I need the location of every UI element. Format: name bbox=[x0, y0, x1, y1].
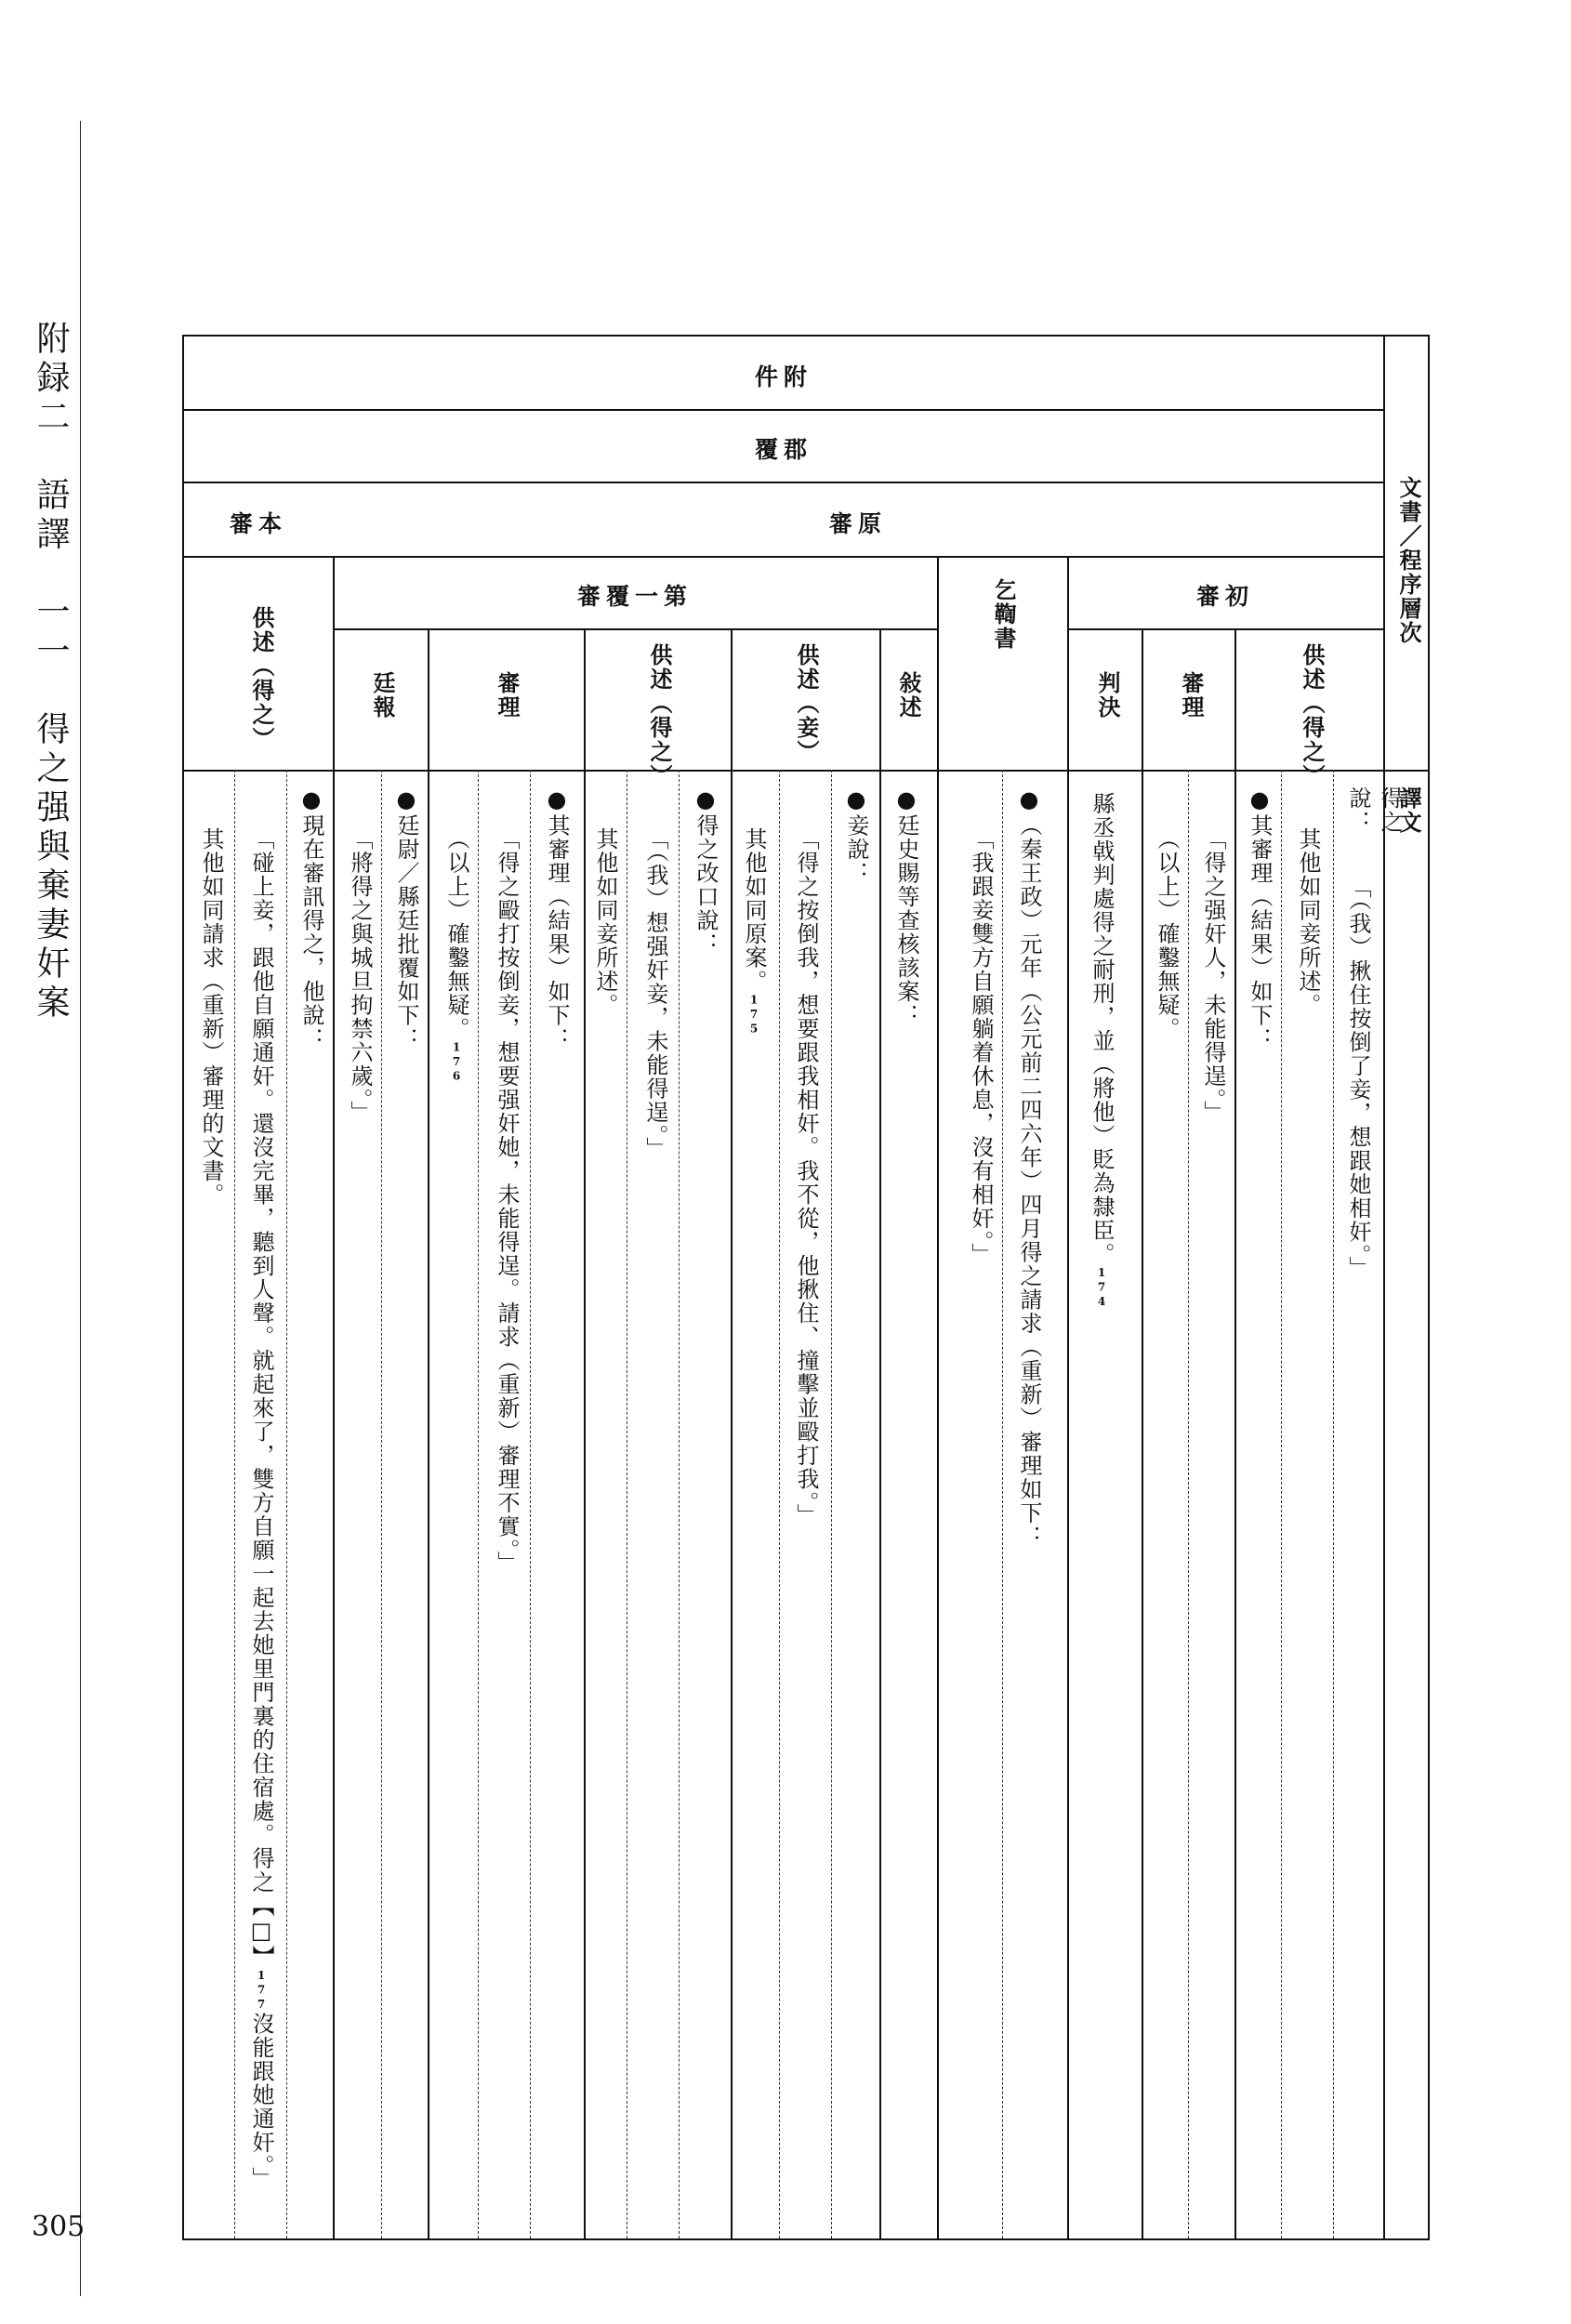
text-col-11: ●得之改口說： bbox=[693, 786, 719, 957]
translation-table bbox=[182, 335, 1430, 2240]
colhdr-shenli-1: 審理 bbox=[494, 671, 520, 720]
header-difu: 審覆一第 bbox=[576, 583, 693, 610]
header-yiwen: 譯文 bbox=[1395, 786, 1421, 835]
header-wenshu: 文書／程序層次 bbox=[1395, 476, 1421, 645]
text-col-5: ●廷尉／縣廷批覆如下： bbox=[393, 786, 419, 1051]
colhdr-panjue: 判決 bbox=[1094, 671, 1120, 720]
header-yuanshen: 審原 bbox=[828, 510, 887, 537]
colhdr-gongshu-qi: 供述（妾） bbox=[793, 643, 819, 764]
text-col-18: 縣丞㦸判處得之耐刑，並（將他）貶為隸臣。174 bbox=[1089, 792, 1115, 1310]
text-col-7: 「得之毆打按倒妾，想要强奸她，未能得逞。請求（重新）審理不實。」 bbox=[494, 827, 520, 1575]
text-col-2: 「碰上妾，跟他自願通奸。還沒完畢，聽到人聲。就起來了，雙方自願一起去她里門裏的住宿處。得之【□】177沒能跟她通奸。」 bbox=[248, 827, 274, 2191]
text-col-9: 其他如同妾所述。 bbox=[592, 827, 618, 1017]
colhdr-xushu: 敍述 bbox=[895, 671, 921, 720]
text-col-12: 其他如同原案。175 bbox=[741, 827, 767, 1037]
text-col-4: 「將得之與城旦拘禁六歲。」 bbox=[347, 827, 373, 1125]
running-header: 附録二 語譯 一一 得之强與棄妻奸案 bbox=[32, 321, 70, 1023]
text-col-15: ●廷史賜等查核該案： bbox=[893, 786, 919, 1027]
colhdr-benshen-gongshu: 供述（得之） bbox=[248, 606, 274, 751]
header-benshen: 審本 bbox=[229, 510, 287, 537]
text-col-20: 「得之强奸人，未能得逞。」 bbox=[1200, 827, 1226, 1125]
colhdr-tingbao: 廷報 bbox=[369, 671, 395, 720]
text-col-16: 「我跟妾雙方自願躺着休息，沒有相奸。」 bbox=[968, 827, 994, 1267]
text-col-3: ●現在審訊得之，他說： bbox=[298, 786, 324, 1051]
header-qijushu: 乞鞫書 bbox=[990, 578, 1016, 651]
header-second: 覆郡 bbox=[754, 436, 812, 463]
text-col-17: ●（秦王政）元年（公元前二四六年）四月得之請求（重新）審理如下： bbox=[1016, 786, 1042, 1549]
text-col-6: （以上）確鑿無疑。176 bbox=[443, 827, 469, 1084]
text-col-14: ●妾說： bbox=[843, 786, 869, 885]
text-col-13: 「得之按倒我，想要跟我相奸。我不從，他揪住、撞擊並毆打我。」 bbox=[793, 827, 819, 1527]
colhdr-gongshu-dezhi-1: 供述（得之） bbox=[1299, 643, 1325, 788]
text-col-1: 其他如同請求（重新）審理的文書。 bbox=[198, 827, 224, 1207]
text-col-22: 其他如同妾所述。 bbox=[1295, 827, 1321, 1017]
colhdr-shenli-2: 審理 bbox=[1178, 671, 1204, 720]
text-col-21: ●其審理（結果）如下： bbox=[1247, 786, 1273, 1051]
text-col-10: 「（我）想强奸妾，未能得逞。」 bbox=[642, 827, 668, 1161]
text-col-24: 得之說： bbox=[1345, 786, 1403, 834]
text-col-23: 「（我）揪住按倒了妾，想跟她相奸。」 bbox=[1345, 876, 1371, 1280]
header-top: 件附 bbox=[754, 363, 812, 390]
text-col-8: ●其審理（結果）如下： bbox=[544, 786, 570, 1051]
margin-rule bbox=[80, 121, 81, 2296]
text-col-19: （以上）確鑿無疑。 bbox=[1154, 827, 1180, 1041]
header-chushen: 審初 bbox=[1195, 583, 1254, 610]
colhdr-gongshu-dezhi-2: 供述（得之） bbox=[646, 643, 672, 788]
page-number: 305 bbox=[32, 2211, 86, 2243]
